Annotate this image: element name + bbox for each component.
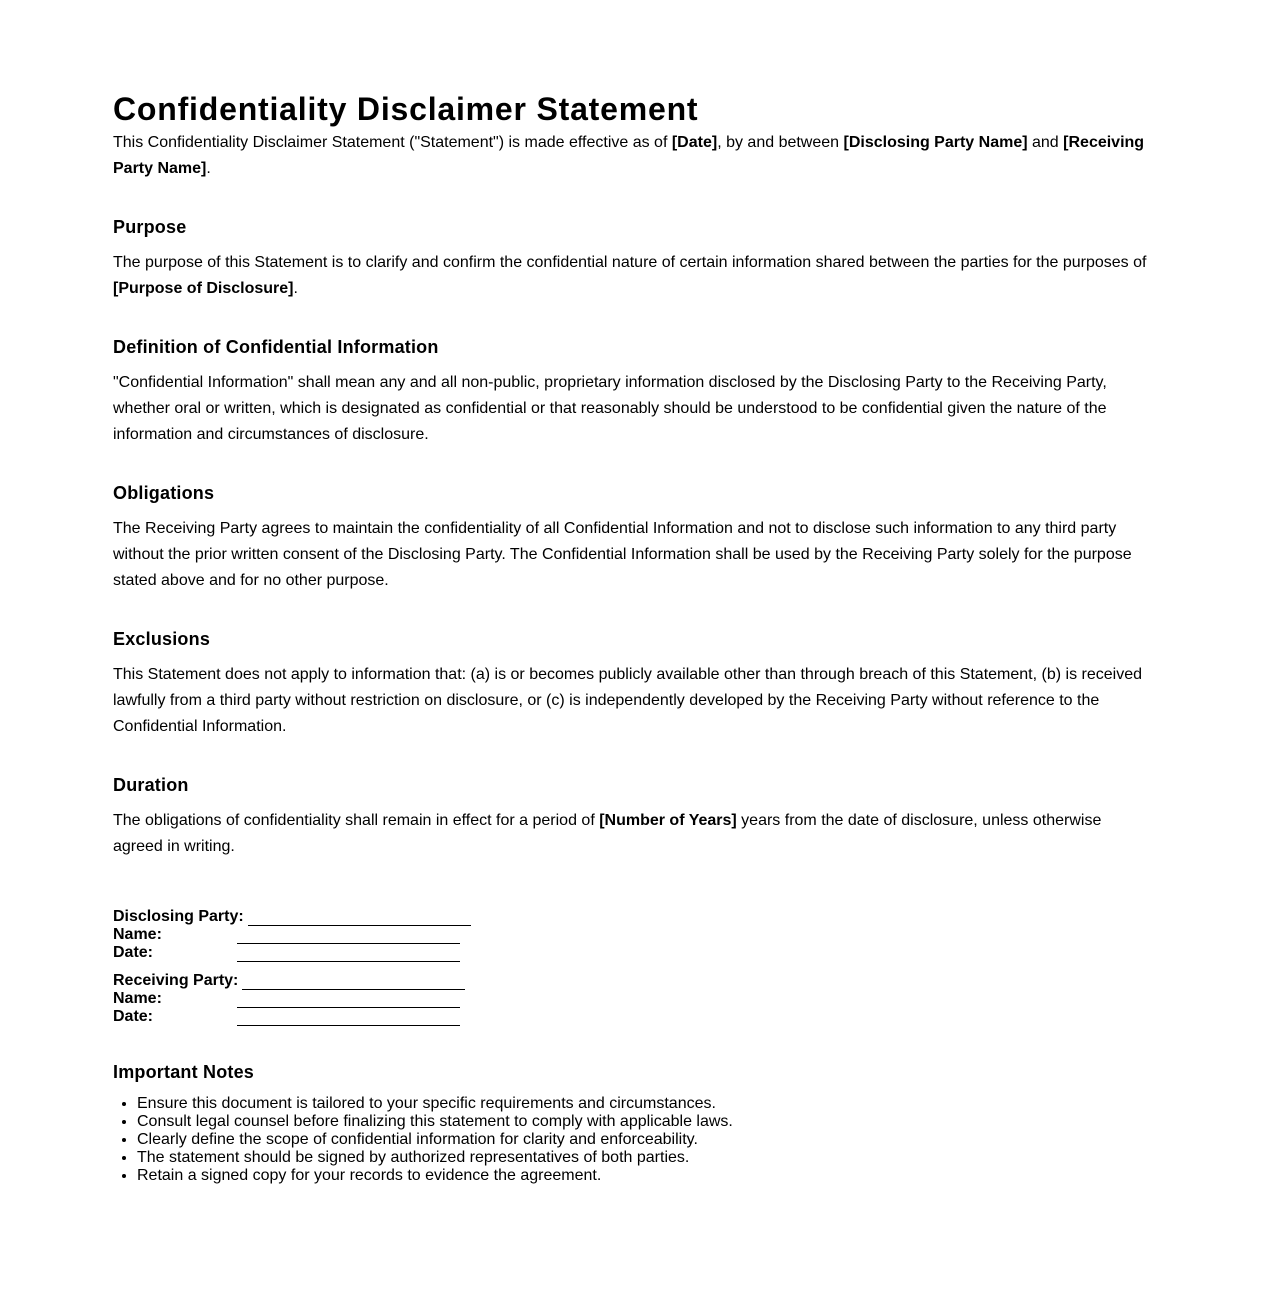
- exclusions-paragraph: This Statement does not apply to information that: (a) is or becomes publicly available other than through breach of this Statement, (b) is received lawfully from a third party without restriction on disclosure, or (c) is independently developed by the Receiving Party without reference to the Confidential Information.: [113, 666, 1142, 735]
- definition-paragraph: "Confidential Information" shall mean any and all non-public, proprietary information disclosed by the Disclosing Party to the Receiving Party, whether oral or written, which is designated as confidential or that reasonably should be understood to be confidential given the nature of the information and circumstances of disclosure.: [113, 374, 1107, 443]
- receiving-date-row: [113, 1008, 1153, 1026]
- disclosing-signature-row: [113, 908, 1153, 926]
- receiving-signature-block: [113, 972, 1153, 1026]
- disclosing-name-row: [113, 926, 1153, 944]
- receiving-name-row: [113, 990, 1153, 1008]
- purpose-text-2: .: [293, 280, 298, 297]
- purpose-paragraph: [113, 250, 1153, 302]
- intro-text-4: .: [206, 160, 211, 177]
- receiving-date-line[interactable]: [237, 1011, 460, 1026]
- obligations-section: [113, 481, 1153, 594]
- exclusions-heading: Exclusions: [113, 629, 211, 649]
- receiving-party-placeholder: [Receiving Party Name]: [113, 134, 1145, 177]
- purpose-text-1: The purpose of this Statement is to clarify and confirm the confidential nature of certain information shared between the parties for the purposes of: [113, 254, 1147, 271]
- list-item: • Ensure this document is tailored to your specific requirements and circumstances.: [137, 1095, 1153, 1113]
- receiving-signature-line[interactable]: [242, 975, 465, 990]
- disclosing-signature-line[interactable]: [248, 911, 471, 926]
- disclosing-party-label: Disclosing Party:: [113, 908, 244, 925]
- important-notes-section: [113, 1060, 1153, 1185]
- important-notes-list: [113, 1095, 1153, 1185]
- intro-text-3: and: [1027, 134, 1064, 151]
- disclosing-date-line[interactable]: [237, 947, 460, 962]
- disclosing-date-label: Date:: [113, 944, 154, 961]
- obligations-paragraph: The Receiving Party agrees to maintain the confidentiality of all Confidential Information and not to disclose such information to any third party without the prior written consent of the Disclosing Party. The Confidential Information shall be used by the Receiving Party solely for the purpose stated above and for no other purpose.: [113, 520, 1132, 589]
- years-placeholder: [Number of Years]: [599, 812, 737, 829]
- intro-paragraph: [113, 130, 1153, 182]
- list-item: • Clearly define the scope of confidential information for clarity and enforceability.: [137, 1131, 1153, 1149]
- important-notes-heading: Important Notes: [113, 1062, 255, 1082]
- disclosing-signature-block: [113, 908, 1153, 962]
- receiving-signature-row: [113, 972, 1153, 990]
- document-title: Confidentiality Disclaimer Statement: [113, 91, 699, 127]
- duration-text-2: years from the date of disclosure, unless otherwise agreed in writing.: [113, 812, 1102, 855]
- purpose-section: [113, 215, 1153, 302]
- document: [113, 88, 1153, 1185]
- duration-heading: Duration: [113, 775, 189, 795]
- intro-text-1: This Confidentiality Disclaimer Statement ("Statement") is made effective as of: [113, 134, 672, 151]
- obligations-heading: Obligations: [113, 483, 215, 503]
- disclosing-name-label: Name:: [113, 926, 162, 943]
- purpose-placeholder: [Purpose of Disclosure]: [113, 280, 294, 297]
- definition-heading: Definition of Confidential Information: [113, 337, 439, 357]
- exclusions-section: [113, 627, 1153, 740]
- intro-text-2: , by and between: [717, 134, 844, 151]
- date-placeholder: [Date]: [671, 134, 718, 151]
- list-item: • Retain a signed copy for your records to evidence the agreement.: [137, 1167, 1153, 1185]
- duration-paragraph: [113, 808, 1153, 860]
- definition-section: [113, 335, 1153, 448]
- list-item: • Consult legal counsel before finalizing this statement to comply with applicable laws.: [137, 1113, 1153, 1131]
- disclosing-name-line[interactable]: [237, 929, 460, 944]
- receiving-party-label: Receiving Party:: [113, 972, 239, 989]
- list-item: • The statement should be signed by authorized representatives of both parties.: [137, 1149, 1153, 1167]
- receiving-name-line[interactable]: [237, 993, 460, 1008]
- receiving-name-label: Name:: [113, 990, 162, 1007]
- receiving-date-label: Date:: [113, 1008, 154, 1025]
- purpose-heading: Purpose: [113, 217, 187, 237]
- duration-section: [113, 773, 1153, 860]
- disclosing-party-placeholder: [Disclosing Party Name]: [843, 134, 1028, 151]
- duration-text-1: The obligations of confidentiality shall remain in effect for a period of: [113, 812, 600, 829]
- disclosing-date-row: [113, 944, 1153, 962]
